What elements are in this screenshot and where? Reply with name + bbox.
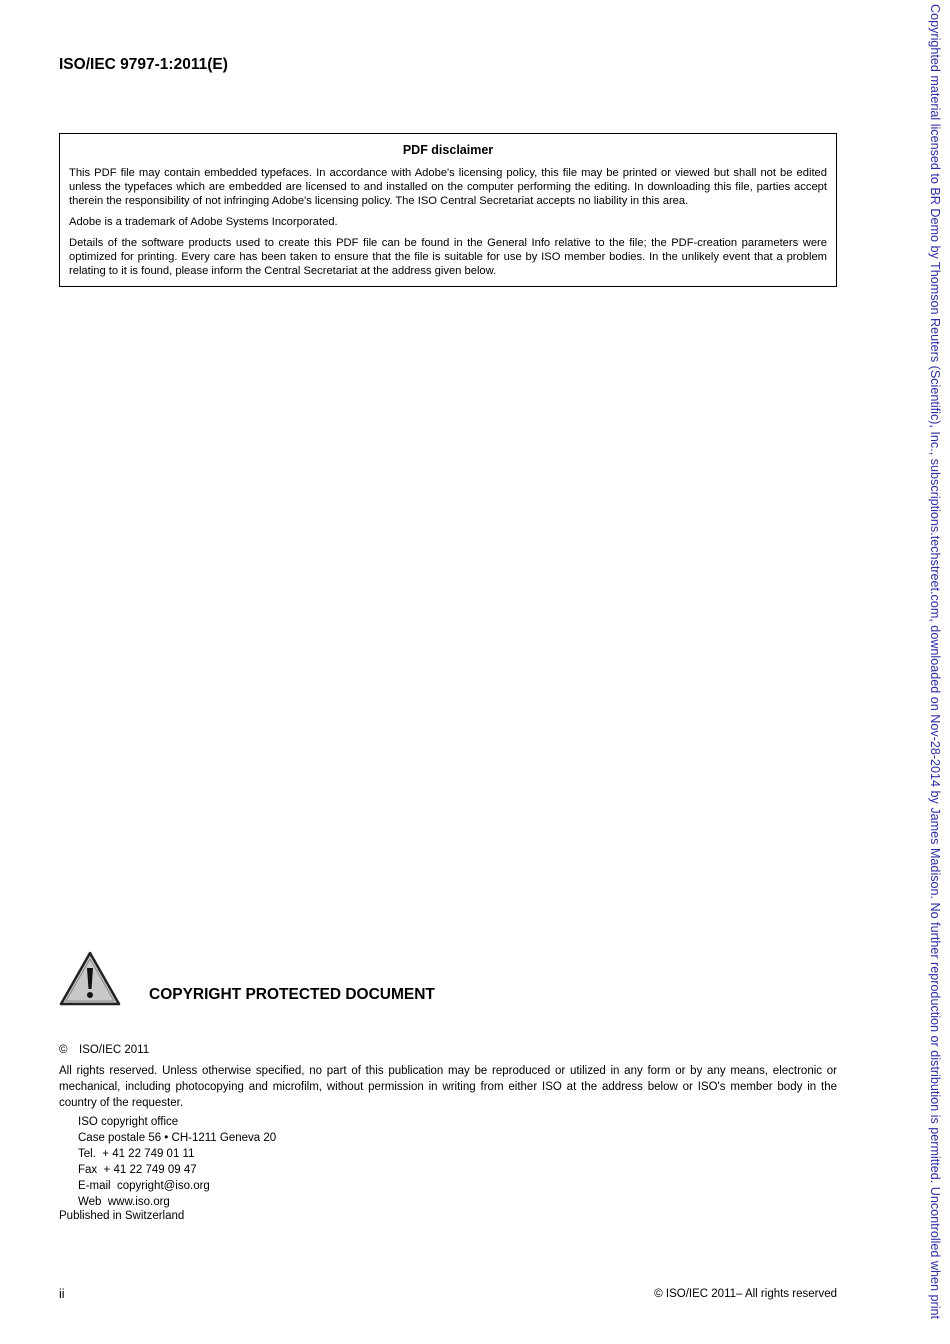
license-watermark: Copyrighted material licensed to BR Demo by Thomson Reuters (Scientific), Inc., subscriptions.techstreet.com, downloaded on Nov-28-2014 by James Madison. No further reproduction or distribution is permitted. Uncontrolled when print <box>928 4 942 1320</box>
disclaimer-paragraph: Details of the software products used to create this PDF file can be found in the General Info relative to the file; the PDF-creation parameters were optimized for printing. Every care has been taken to ensure that the file is suitable for use by ISO member bodies. In the unlikely event that a problem relating to it is found, please inform the Central Secretariat at the address given below. <box>69 237 827 277</box>
address-line: ISO copyright office <box>78 1116 179 1128</box>
copyright-heading: COPYRIGHT PROTECTED DOCUMENT <box>149 986 435 1003</box>
copyright-line <box>59 1044 149 1056</box>
rights-statement: All rights reserved. Unless otherwise specified, no part of this publication may be reproduced or utilized in any form or by any means, electronic or mechanical, including photocopying and microfilm, without permission in writing from either ISO at the address below or ISO's member body in the country of the requester. <box>59 1065 837 1109</box>
address-line: Web www.iso.org <box>78 1196 170 1208</box>
copyright-symbol: © <box>59 1044 68 1056</box>
disclaimer-paragraph: This PDF file may contain embedded typefaces. In accordance with Adobe's licensing policy, this file may be printed or viewed but shall not be edited unless the typefaces which are embedded are licensed to and installed on the computer performing the editing. In downloading this file, parties accept therein the responsibility of not infringing Adobe's licensing policy. The ISO Central Secretariat accepts no liability in this area. <box>69 167 827 207</box>
published-in: Published in Switzerland <box>59 1210 185 1222</box>
address-line: Fax + 41 22 749 09 47 <box>78 1164 197 1176</box>
address-line: E-mail copyright@iso.org <box>78 1180 210 1192</box>
iso-address <box>78 1114 276 1210</box>
address-line: Case postale 56 • CH-1211 Geneva 20 <box>78 1132 277 1144</box>
disclaimer-paragraph: Adobe is a trademark of Adobe Systems Incorporated. <box>69 216 338 228</box>
copyright-holder: ISO/IEC 2011 <box>79 1044 150 1056</box>
disclaimer-title: PDF disclaimer <box>402 143 494 157</box>
address-line: Tel. + 41 22 749 01 11 <box>78 1148 195 1160</box>
pdf-disclaimer-box <box>59 133 837 287</box>
page-number: ii <box>59 1287 65 1301</box>
warning-icon <box>59 951 121 1006</box>
document-id: ISO/IEC 9797-1:2011(E) <box>59 56 228 73</box>
footer-copyright: © ISO/IEC 2011– All rights reserved <box>654 1288 837 1300</box>
